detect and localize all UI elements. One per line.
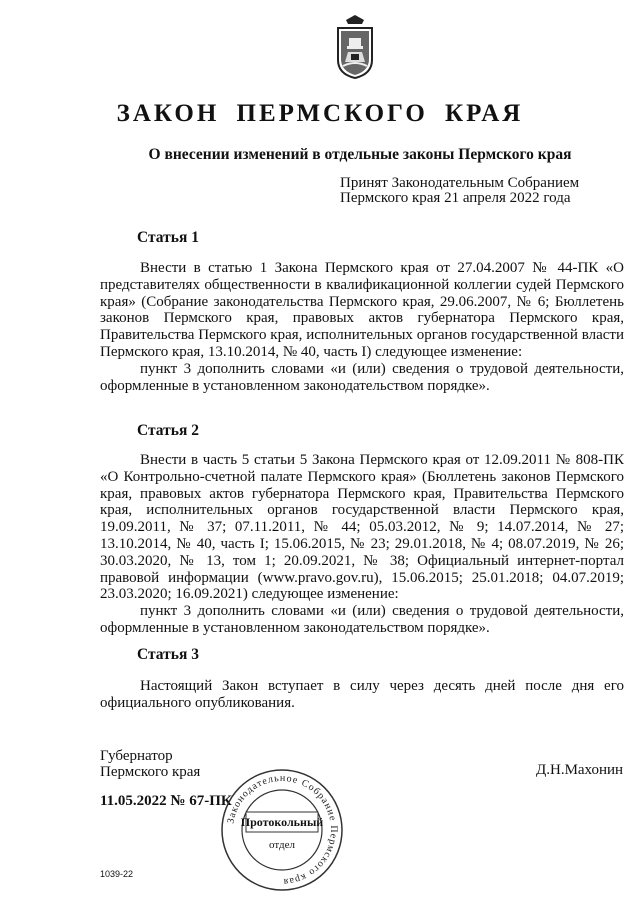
article-paragraph: пункт 3 дополнить словами «и (или) сведения о трудовой деятельности, оформленные в установленном законодательством порядке».	[100, 360, 624, 394]
law-subtitle: О внесении изменений в отдельные законы Пермского края	[148, 146, 572, 163]
position-line: Губернатор	[100, 748, 173, 764]
article-paragraph: пункт 3 дополнить словами «и (или) сведения о трудовой деятельности, оформленные в установленном законодательством порядке».	[100, 603, 624, 636]
article-body	[100, 678, 624, 712]
adoption-line: Принят Законодательным Собранием	[340, 175, 580, 191]
article-heading: Статья 2	[137, 422, 199, 439]
document-code: 1039-22	[100, 869, 134, 879]
article-body	[100, 452, 624, 637]
stamp-ring-text: Законодательное Собрание Пермского края	[225, 772, 340, 888]
position-line: Пермского края	[100, 764, 201, 780]
article-heading: Статья 1	[137, 229, 199, 246]
article-paragraph: Внести в часть 5 статьи 5 Закона Пермского края от 12.09.2011 № 808-ПК «О Контрольно-счетной палате Пермского края» (Бюллетень законов Пермского края, правовых актов губернатора Пермского края, Правительства Пермского края, исполнительных органов государственной власти Пермского края, 19.09.2011, № 37; 07.11.2011, № 44; 05.03.2012, № 9; 14.07.2014, № 27; 13.10.2014, № 40, часть I; 15.06.2015, № 23; 29.01.2018, № 4; 08.07.2019, № 26; 30.03.2020, № 13, том 1; 20.09.2021, № 38; Официальный интернет-портал правовой информации (www.pravo.gov.ru), 15.06.2015; 25.01.2018; 04.07.2019; 23.03.2020; 16.09.2021) следующее изменение:	[100, 452, 624, 603]
stamp-center-line: отдел	[269, 839, 295, 851]
adoption-note	[340, 176, 630, 206]
stamp-center-line: Протокольный	[240, 815, 324, 829]
article-heading: Статья 3	[137, 646, 199, 663]
adoption-line: Пермского края 21 апреля 2022 года	[340, 190, 571, 206]
article-paragraph: Внести в статью 1 Закона Пермского края от 27.04.2007 № 44-ПК «О представителях общественности в квалификационной коллегии судей Пермского края» (Собрание законодательства Пермского края, 29.06.2007, № 6; Бюллетень законов Пермского края, правовых актов губернатора Пермского края, Правительства Пермского края, исполнительных органов государственной власти Пермского края, 13.10.2014, № 40, часть I) следующее изменение:	[100, 260, 624, 360]
signatory-name: Д.Н.Махонин	[536, 762, 624, 778]
law-title: ЗАКОН ПЕРМСКОГО КРАЯ	[116, 100, 524, 127]
signatory-position	[100, 748, 200, 780]
article-paragraph: Настоящий Закон вступает в силу через десять дней после дня его официального опубликования.	[100, 678, 624, 711]
article-body	[100, 260, 624, 394]
stamp-seal	[220, 768, 344, 892]
law-date-number: 11.05.2022 № 67-ПК	[100, 793, 232, 809]
coat-of-arms-icon	[332, 14, 378, 80]
